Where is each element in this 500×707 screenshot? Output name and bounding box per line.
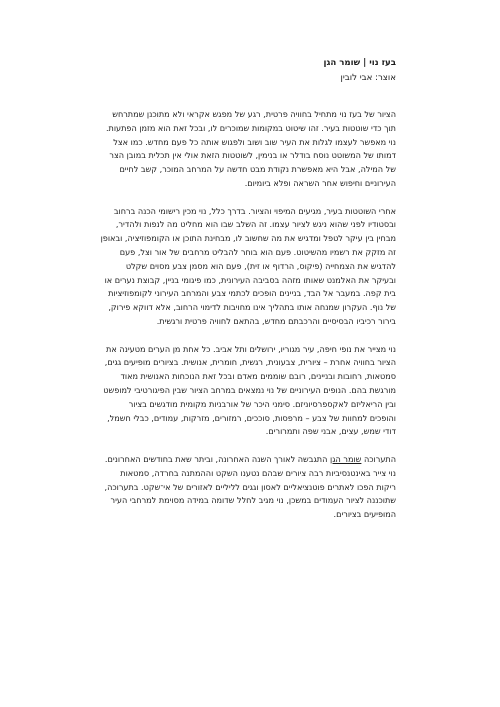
document-body [100, 108, 396, 536]
body-paragraph-1: הציור של בעז נוי מתחיל בחוויה פרטית, רגע של מפגש אקראי ולא מתוכנן שמתרחש תוך כדי שוטטות בעיר. זהו שיטוט במקומות שמוכרים לו, ובכל זאת הוא מזמן הפתעות. נוי מאפשר לעצמו לגלות את העיר שוב ושוב ולפגוש אותה כל פעם מחדש. כמו אצל דמותו של המשוטט נוסח בודלר או בנימין, לשוטטות הזאת אולי אין תכלית במובן הצר של המילה, אבל היא מאפשרת נקודת מבט חדשה על המרחב המוכר, קשב לחיים העירוניים וחיפוש אחר השראה ופלא ביומיום. [105, 109, 396, 188]
curator-credit: אוצר: אבי לובין [340, 73, 396, 83]
exhibition-title [96, 57, 396, 69]
exhibition-name: שומר הגן [323, 58, 361, 68]
paragraph-4-rest: התגבשה לאורך השנה האחרונה, וביתר שאת בחודשים האחרונים. נוי צייר באינטנסיביות רבה ציורים שבהם נטענו השקט וההמתנה בחרדה, סמטאות ריקות הפכו לאתרים פוטנציאליים לאסון וגגים לליליים לאזורים של אי־שקט. בתערוכה, שתוכננה לציור העמודים במשכן, נוי מגיב לחלל שדומה במידה מסוימת למרחבי העיר המופיעים בציורים. [104, 453, 396, 520]
paragraph-4-lead: התערוכה [361, 453, 396, 464]
exhibition-name-inline: שומר הגן [329, 453, 362, 464]
body-paragraph-2: אחרי השוטטות בעיר, מגיעים המיפוי והציור. בדרך כלל, נוי מכין רישומי הכנה ברחוב ובסטודיו לפני שהוא ניגש לציור עצמו. זה השלב שבו הוא מחליט מה לנפות ולהדיר, מבחין בין עיקר לטפל ומדגיש את מה שחשוב לו, מבחינת התוכן או הקומפוזיציה, ובאופן זה מזקק את רשמיו מהשיטוט. פעם הוא בוחר להבליט מרחבים של אור וצל, פעם להדגיש את הצמחייה (פיקוס, הרדוף או זית), פעם הוא מסמן צבע מסוים שקלט ובעיקר את האלמנט שאותו מזהה בסביבה העירונית, כמו פיגומי בניין, קבוצת נערים או בית קפה. במעבר אל הבד, בניינים הופכים לכתמי צבע והמרחב העירוני לקומפוזיציות של נוף. העקרון שמנחה אותו בתהליך אינו מחויבות לדימוי הרחוב, אלא דווקא פירוק, בירור רכיביו הבסיסיים והרכבתם מחדש, בהתאם לחוויה פרטית ורגשית. [100, 205, 396, 326]
body-paragraph-4 [100, 453, 396, 522]
body-paragraph-3: נוי מצייר את נופי חיפה, עיר מגוריו, ירושלים ותל אביב. כל אחת מן הערים מטעינה את הציור בחוויה אחרת – ציורית, צבעונית, רגשית, חומרית, אנושית. בציורים מופיעים גגים, סמטאות, רחובות ובניינים, רובם שוממים מאדם ובכל זאת הנוכחות האנושית מאוד מורגשת בהם. הנופים העירוניים של נוי נמצאים במרחב הציור שבין הפיגורטיבי למופשט ובין הריאליזם לאקספרסיוניזם. סימני היכר של אורבניות מקומית מודגשים בציור והופכים למחוות של צבע – מרפסות, סוככים, רמזורים, מזרקות, עמודים, כבלי חשמל, דודי שמש, עצים, אבני שפה ותמרורים. [103, 343, 396, 437]
title-separator: | [360, 58, 370, 68]
document-header [96, 57, 396, 84]
artist-name: בעז נוי [369, 58, 396, 68]
